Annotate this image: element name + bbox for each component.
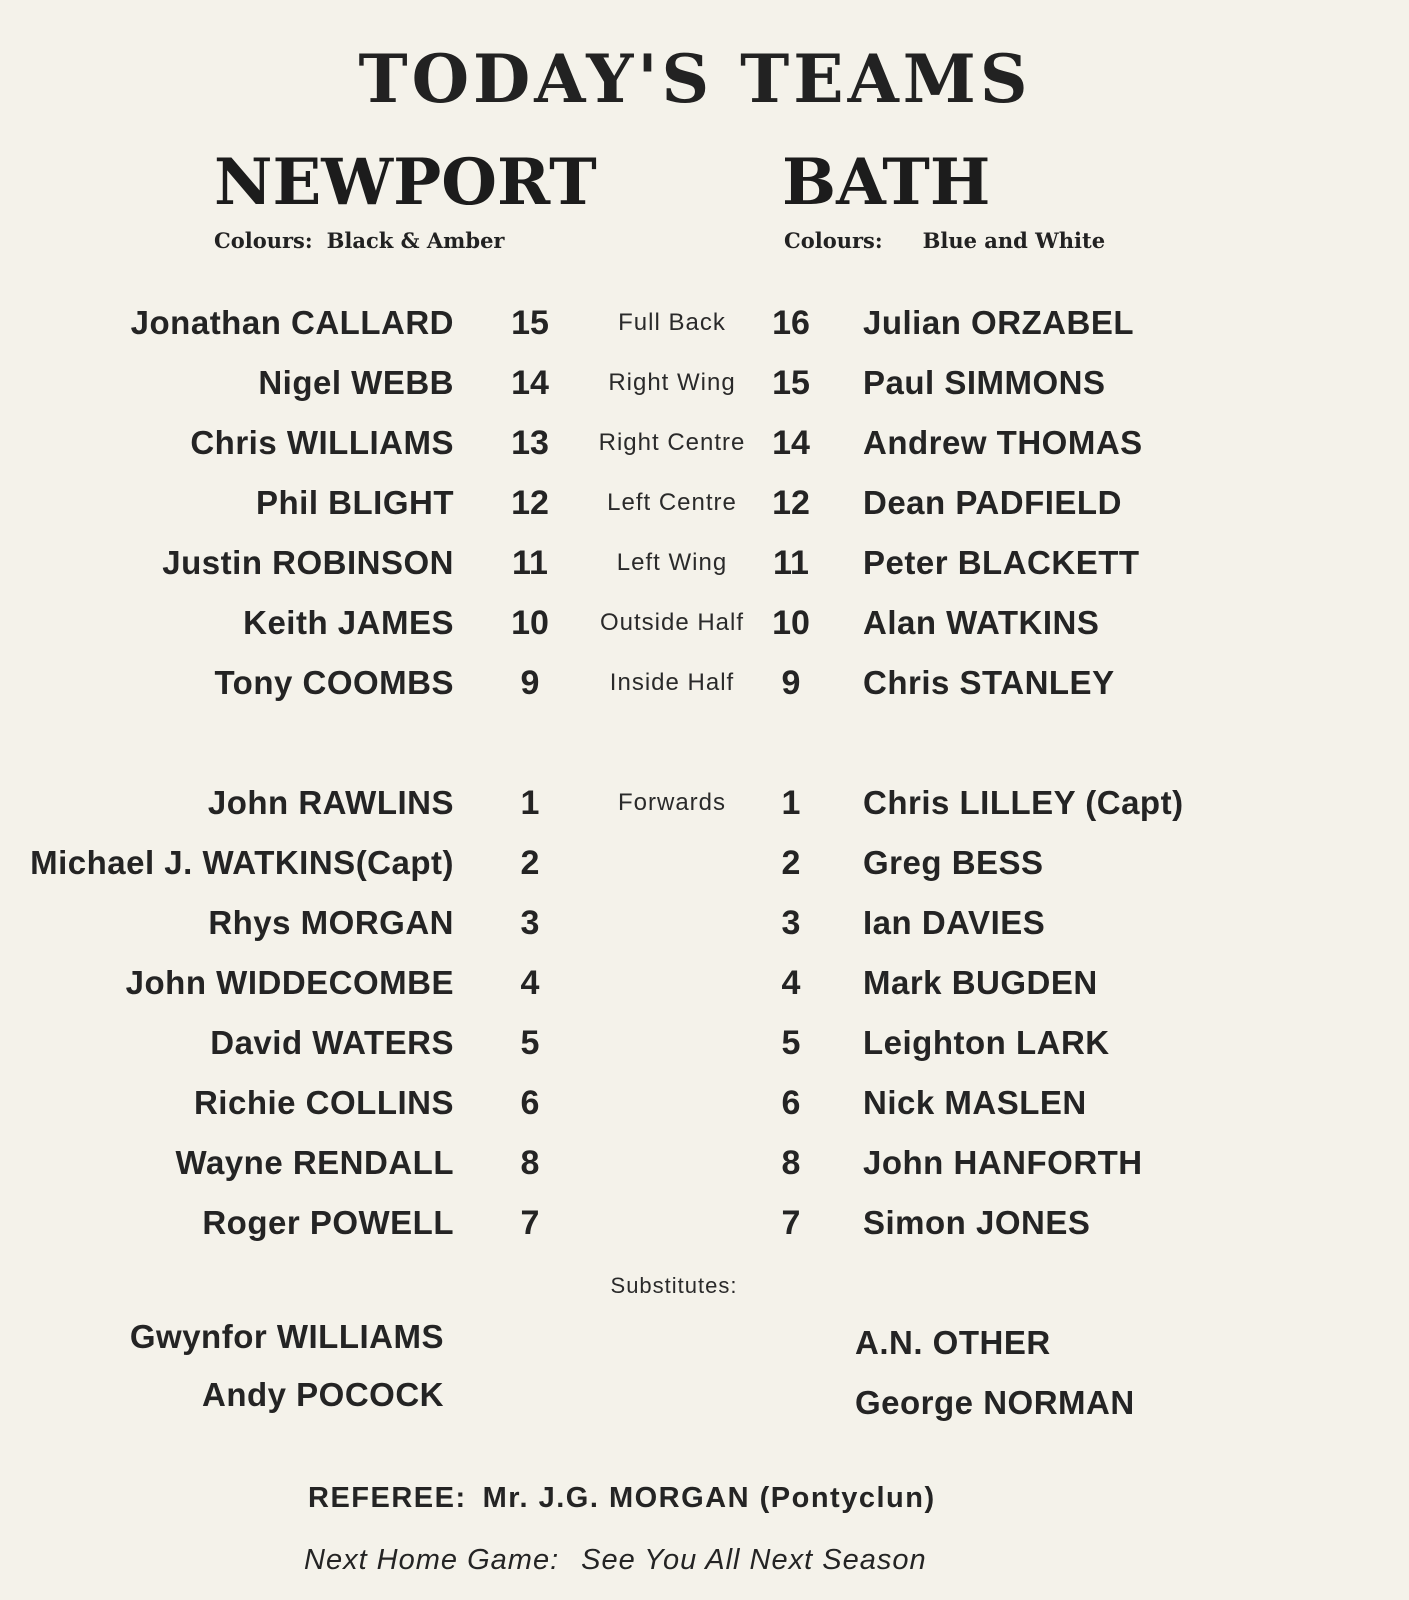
away-colours-label: Colours:: [784, 228, 883, 253]
lineup-row: [0, 298, 1409, 348]
away-player-name: Simon JONES: [863, 1204, 1091, 1241]
home-player-name: Jonathan CALLARD: [130, 304, 454, 341]
away-jersey-number: 12: [772, 484, 810, 522]
lineup-row: [0, 538, 1409, 588]
home-jersey-number: 6: [520, 1084, 540, 1122]
home-jersey-number: 8: [520, 1144, 540, 1182]
home-team-name: NEWPORT: [214, 145, 597, 220]
away-player-name: Peter BLACKETT: [863, 544, 1140, 581]
away-player-name: Nick MASLEN: [863, 1084, 1087, 1121]
away-player-name: Alan WATKINS: [863, 604, 1100, 641]
away-jersey-number: 5: [781, 1024, 801, 1062]
away-team-colours: [784, 228, 1105, 253]
away-player-name: Chris STANLEY: [863, 664, 1115, 701]
away-player-name: John HANFORTH: [863, 1144, 1143, 1181]
away-jersey-number: 14: [772, 424, 810, 462]
home-colours-value: Black & Amber: [326, 228, 505, 253]
home-player-name: Phil BLIGHT: [256, 484, 454, 521]
home-jersey-number: 1: [520, 784, 540, 822]
lineup-row: [0, 898, 1409, 948]
next-game-label: Next Home Game:: [304, 1544, 560, 1576]
position-label: [572, 898, 772, 948]
home-player-name: Justin ROBINSON: [162, 544, 454, 581]
lineup-row: [0, 358, 1409, 408]
home-jersey-number: 11: [512, 544, 548, 582]
home-jersey-number: 9: [520, 664, 540, 702]
lineup-row: [0, 658, 1409, 708]
home-substitute: Gwynfor WILLIAMS: [129, 1318, 444, 1355]
away-jersey-number: 11: [773, 544, 809, 582]
home-player-name: Chris WILLIAMS: [190, 424, 454, 461]
home-player-name: Roger POWELL: [202, 1204, 454, 1241]
home-player-name: Keith JAMES: [243, 604, 454, 641]
home-jersey-number: 5: [520, 1024, 540, 1062]
home-jersey-number: 15: [511, 304, 549, 342]
home-jersey-number: 7: [520, 1204, 540, 1242]
home-jersey-number: 4: [520, 964, 540, 1002]
home-colours-label: Colours:: [214, 228, 313, 253]
away-player-name: Leighton LARK: [863, 1024, 1110, 1061]
home-jersey-number: 12: [511, 484, 549, 522]
position-label: Forwards: [617, 789, 727, 816]
away-jersey-number: 16: [772, 304, 810, 342]
home-jersey-number: 2: [520, 844, 540, 882]
lineup-row: [0, 478, 1409, 528]
away-substitute: George NORMAN: [855, 1384, 1135, 1421]
away-team-name: BATH: [782, 145, 991, 220]
next-home-game: [304, 1544, 927, 1577]
next-game-value: See You All Next Season: [581, 1544, 927, 1576]
lineup-row: [0, 778, 1409, 828]
away-player-name: Dean PADFIELD: [863, 484, 1122, 521]
home-jersey-number: 10: [511, 604, 549, 642]
home-player-name: John WIDDECOMBE: [125, 964, 454, 1001]
page-title: TODAY'S TEAMS: [358, 40, 1032, 118]
home-player-name: Tony COOMBS: [214, 664, 454, 701]
lineup-row: [0, 1138, 1409, 1188]
position-label: Full Back: [618, 309, 726, 336]
away-jersey-number: 4: [781, 964, 801, 1002]
referee-label: REFEREE:: [308, 1482, 467, 1514]
home-player-name: Nigel WEBB: [258, 364, 454, 401]
position-label: [572, 1138, 772, 1188]
away-jersey-number: 8: [781, 1144, 801, 1182]
lineup-row: [0, 958, 1409, 1008]
position-label: [572, 958, 772, 1008]
away-player-name: Julian ORZABEL: [863, 304, 1135, 341]
away-jersey-number: 6: [781, 1084, 801, 1122]
away-jersey-number: 7: [781, 1204, 801, 1242]
away-jersey-number: 2: [781, 844, 801, 882]
position-label: Outside Half: [599, 609, 745, 636]
home-player-name: Michael J. WATKINS(Capt): [30, 844, 454, 881]
home-player-name: John RAWLINS: [207, 784, 454, 821]
home-player-name: David WATERS: [210, 1024, 454, 1061]
position-label: [572, 1018, 772, 1068]
away-jersey-number: 15: [772, 364, 810, 402]
home-jersey-number: 14: [511, 364, 549, 402]
away-player-name: Mark BUGDEN: [863, 964, 1098, 1001]
home-jersey-number: 3: [520, 904, 540, 942]
lineup-row: [0, 1018, 1409, 1068]
lineup-row: [0, 838, 1409, 888]
away-jersey-number: 3: [781, 904, 801, 942]
referee-name: Mr. J.G. MORGAN (Pontyclun): [482, 1482, 936, 1514]
position-label: [572, 838, 772, 888]
position-label: [572, 1078, 772, 1128]
position-label: [572, 1198, 772, 1248]
away-player-name: Chris LILLEY (Capt): [863, 784, 1184, 821]
away-jersey-number: 10: [772, 604, 810, 642]
away-substitute: A.N. OTHER: [855, 1324, 1051, 1361]
position-label: Right Wing: [608, 369, 736, 396]
lineup-row: [0, 1198, 1409, 1248]
position-label: Right Centre: [598, 429, 746, 456]
position-label: Left Wing: [616, 549, 728, 576]
away-player-name: Ian DAVIES: [863, 904, 1046, 941]
home-player-name: Wayne RENDALL: [175, 1144, 454, 1181]
position-label: Left Centre: [607, 489, 737, 516]
substitutes-label: Substitutes:: [610, 1273, 738, 1298]
away-colours-value: Blue and White: [922, 228, 1106, 253]
away-player-name: Andrew THOMAS: [863, 424, 1143, 461]
away-player-name: Greg BESS: [863, 844, 1044, 881]
referee-line: [308, 1482, 936, 1515]
home-substitute: Andy POCOCK: [201, 1376, 444, 1413]
home-player-name: Richie COLLINS: [193, 1084, 454, 1121]
home-player-name: Rhys MORGAN: [208, 904, 454, 941]
away-player-name: Paul SIMMONS: [863, 364, 1106, 401]
home-team-colours: [214, 228, 505, 253]
lineup-row: [0, 598, 1409, 648]
lineup-row: [0, 418, 1409, 468]
lineup-row: [0, 1078, 1409, 1128]
away-jersey-number: 9: [781, 664, 801, 702]
home-jersey-number: 13: [511, 424, 549, 462]
away-jersey-number: 1: [781, 784, 801, 822]
position-label: Inside Half: [609, 669, 735, 696]
